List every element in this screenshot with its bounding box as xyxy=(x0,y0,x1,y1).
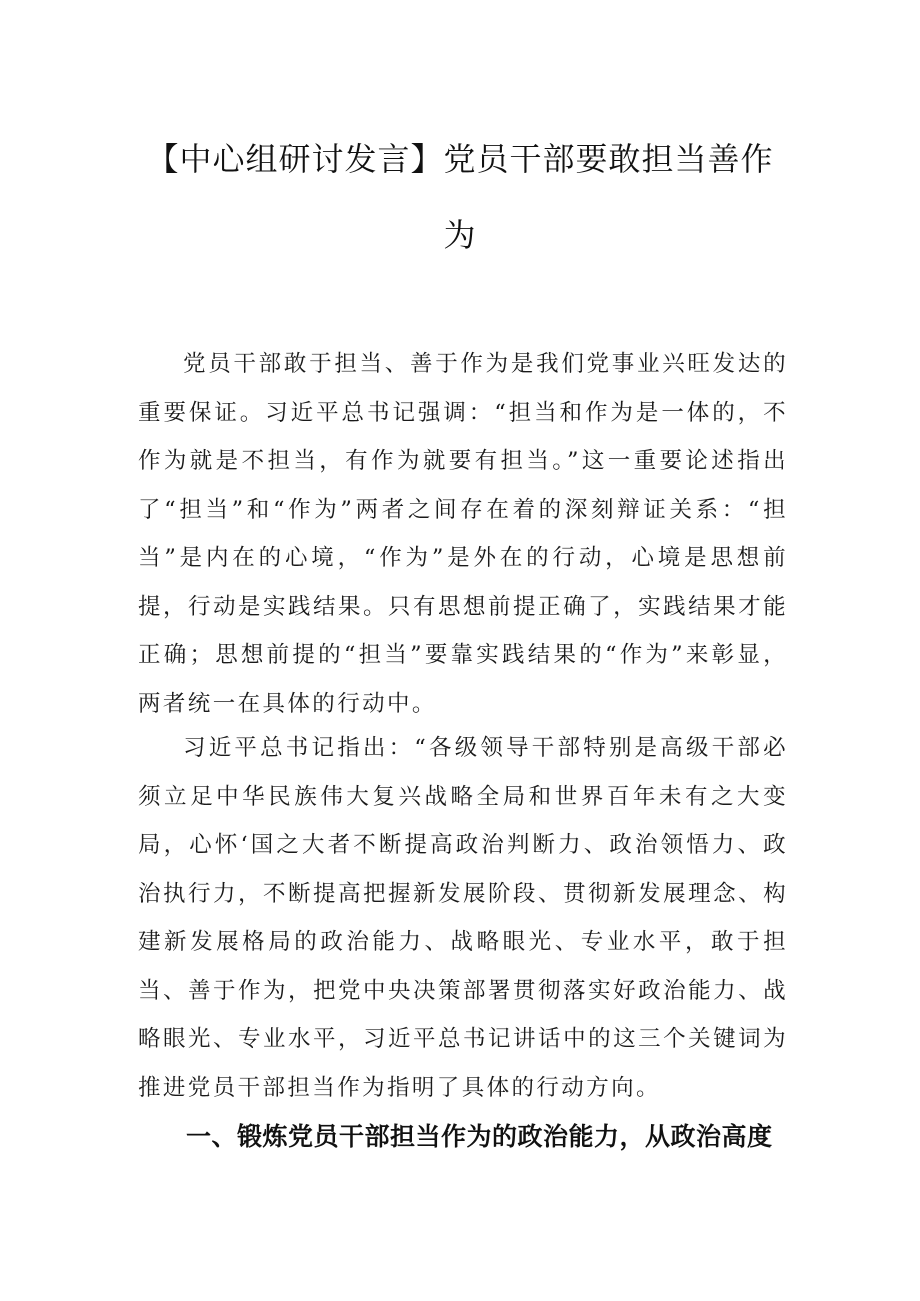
body-paragraph-2: 习近平总书记指出：“各级领导干部特别是高级干部必须立足中华民族伟大复兴战略全局和世界百年未有之大变局，心怀‘国之大者不断提高政治判断力、政治领悟力、政治执行力，不断提高把握新发展阶段、贯彻新发展理念、构建新发展格局的政治能力、战略眼光、专业水平，敢于担当、善于作为，把党中央决策部署贯彻落实好政治能力、战略眼光、专业水平，习近平总书记讲话中的这三个关键词为推进党员干部担当作为指明了具体的行动方向。 xyxy=(138,735,788,1101)
body-paragraph-1: 党员干部敢于担当、善于作为是我们党事业兴旺发达的重要保证。习近平总书记强调：“担当和作为是一体的，不作为就是不担当，有作为就要有担当。”这一重要论述指出了“担当”和“作为”两者之间存在着的深刻辩证关系：“担当”是内在的心境，“作为”是外在的行动，心境是思想前提，行动是实践结果。只有思想前提正确了，实践结果才能正确；思想前提的“担当”要靠实践结果的“作为”来彰显，两者统一在具体的行动中。 xyxy=(138,351,788,717)
section-heading-1: 一、锻炼党员干部担当作为的政治能力，从政治高度 xyxy=(186,1122,773,1151)
document-title-line-1: 【中心组研讨发言】党员干部要敢担当善作 xyxy=(146,140,774,178)
document-title-line-2: 为 xyxy=(443,216,477,254)
